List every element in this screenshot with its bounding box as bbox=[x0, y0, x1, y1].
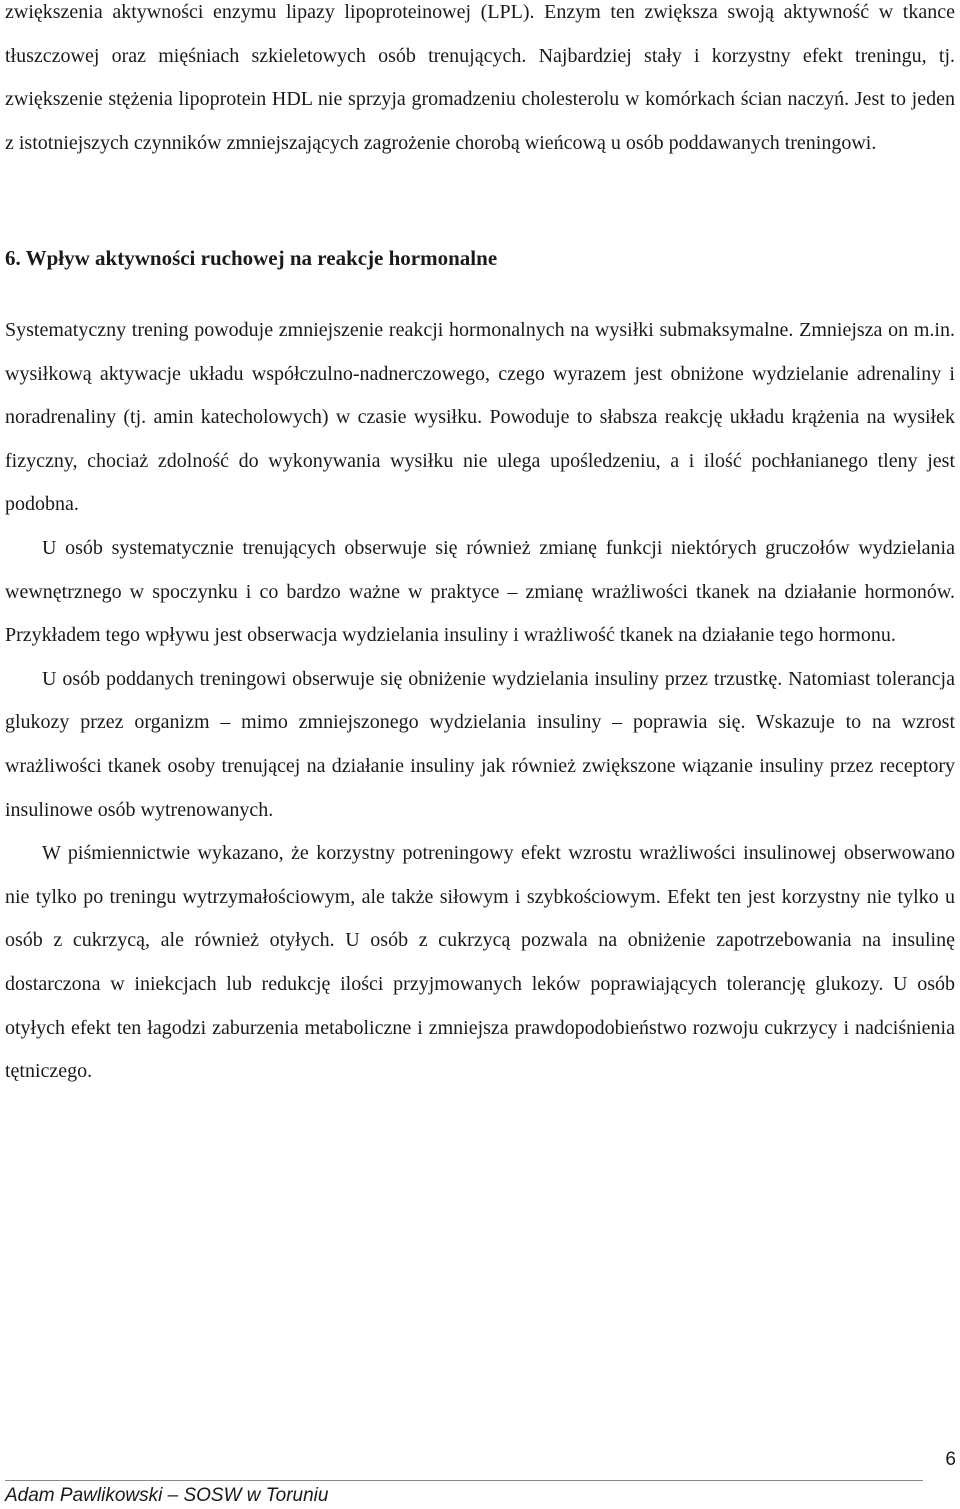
page-number: 6 bbox=[945, 1449, 956, 1470]
section-heading: 6. Wpływ aktywności ruchowej na reakcje hormonalne bbox=[5, 246, 498, 270]
intro-paragraph: zwiększenia aktywności enzymu lipazy lipoproteinowej (LPL). Enzym ten zwiększa swoją aktywność w tkance tłuszczowej oraz mięśniach szkieletowych osób trenujących. Najbardziej stały i korzystny efekt treningu, tj. zwiększenie stężenia lipoprotein HDL nie sprzyja gromadzeniu cholesterolu w komórkach ścian naczyń. Jest to jeden z istotniejszych czynników zmniejszających zagrożenie chorobą wieńcową u osób poddawanych treningowi. bbox=[5, 1, 955, 154]
section-paragraph-4: W piśmiennictwie wykazano, że korzystny potreningowy efekt wzrostu wrażliwości insulinowej obserwowano nie tylko po treningu wytrzymałościowym, ale także siłowym i szybkościowym. Efekt ten jest korzystny nie tylko u osób z cukrzycą, ale również otyłych. U osób z cukrzycą pozwala na obniżenie zapotrzebowania na insulinę dostarczona w iniekcjach lub redukcję ilości przyjmowanych leków poprawiających tolerancję glukozy. U osób otyłych efekt ten łagodzi zaburzenia metaboliczne i zmniejsza prawdopodobieństwo rozwoju cukrzycy i nadciśnienia tętniczego. bbox=[5, 842, 955, 1083]
footer-divider bbox=[5, 1480, 923, 1481]
section-paragraph-1: Systematyczny trening powoduje zmniejszenie reakcji hormonalnych na wysiłki submaksymalne. Zmniejsza on m.in. wysiłkową aktywacje układu współczulno-nadnerczowego, czego wyrazem jest obniżone wydzielanie adrenaliny i noradrenaliny (tj. amin katecholowych) w czasie wysiłku. Powoduje to słabsza reakcję układu krążenia na wysiłek fizyczny, chociaż zdolność do wykonywania wysiłku nie ulega upośledzeniu, a i ilość pochłanianego tleny jest podobna. bbox=[5, 319, 955, 516]
section-paragraph-2: U osób systematycznie trenujących obserwuje się również zmianę funkcji niektórych gruczołów wydzielania wewnętrznego w spoczynku i co bardzo ważne w praktyce – zmianę wrażliwości tkanek na działanie hormonów. Przykładem tego wpływu jest obserwacja wydzielania insuliny i wrażliwość tkanek na działanie tego hormonu. bbox=[5, 536, 955, 647]
section-paragraph-3: U osób poddanych treningowi obserwuje się obniżenie wydzielania insuliny przez trzustkę. Natomiast tolerancja glukozy przez organizm – mimo zmniejszonego wydzielania insuliny – poprawia się. Wskazuje to na wzrost wrażliwości tkanek osoby trenującej na działanie insuliny jak również zwiększone wiązanie insuliny przez receptory insulinowe osób wytrenowanych. bbox=[5, 667, 955, 821]
section-body bbox=[5, 309, 955, 1094]
intro-text-block bbox=[5, 0, 955, 165]
footer-author: Adam Pawlikowski – SOSW w Toruniu bbox=[5, 1485, 329, 1506]
